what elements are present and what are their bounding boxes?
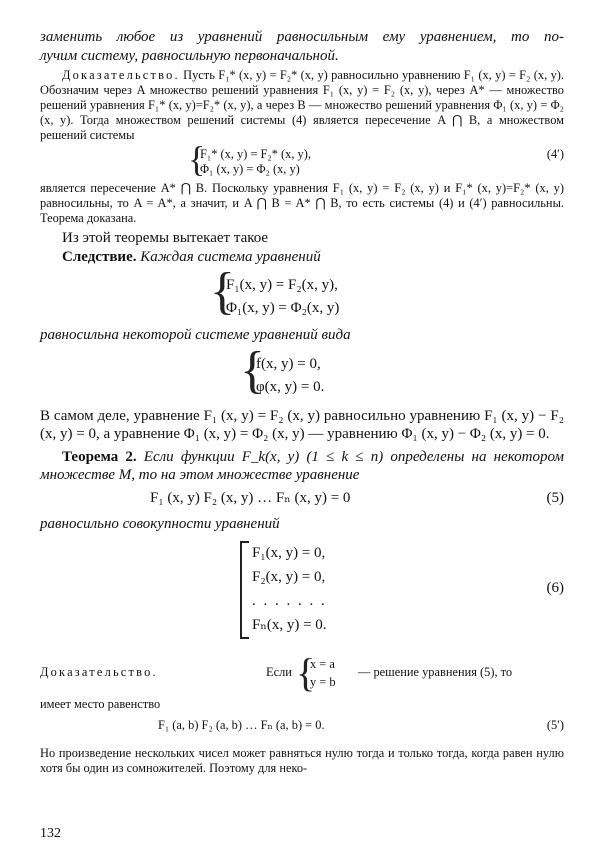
final-paragraph bbox=[40, 746, 564, 776]
system-line: Φ₁ (x, y) = Φ₂ (x, y) bbox=[200, 162, 300, 176]
theorem-text: Если функции F_k(x, y) (1 ≤ k ≤ n) определены на некотором множестве M, то на этом множестве уравнение bbox=[40, 448, 565, 483]
condition-lines bbox=[310, 655, 336, 691]
equiv2-line bbox=[40, 515, 564, 534]
equiv-line bbox=[40, 326, 564, 345]
proof-2-line bbox=[40, 650, 564, 695]
paragraph-text: Но произведение нескольких чисел может равняться нулю тогда и только тогда, когда равен нулю хотя бы один из сомножителей. Поэтому для неко- bbox=[40, 746, 564, 775]
system-lines bbox=[200, 147, 311, 177]
system-line: F₁(x, y) = F₂(x, y), bbox=[226, 277, 338, 293]
proof-text: является пересечение A* ⋂ B. Поскольку уравнения F₁ (x, y) = F₂ (x, y) и F₁* (x, y)=F₂* (x, y) равносильны, то A = A*, а значит, и A ⋂ B = A* ⋂ B, то есть системы (4) и (4′) равносильны. Теорема доказана. bbox=[40, 181, 564, 225]
left-brace: { bbox=[210, 263, 235, 320]
equation-5 bbox=[40, 489, 564, 511]
equation: F₁ (a, b) F₂ (a, b) … Fₙ (a, b) = 0. bbox=[158, 718, 325, 732]
system-lines bbox=[226, 274, 339, 320]
theorem-2 bbox=[40, 448, 564, 485]
left-brace: { bbox=[240, 341, 265, 399]
text-line: равносильна некоторой системе уравнений вида bbox=[40, 327, 351, 343]
proof-paragraph-2 bbox=[40, 181, 564, 226]
equation-number: (4′) bbox=[546, 147, 564, 161]
system-4-prime bbox=[188, 139, 564, 179]
corollary bbox=[40, 248, 564, 267]
set-6 bbox=[40, 539, 564, 643]
system-line: φ(x, y) = 0. bbox=[256, 378, 325, 395]
theorem-ending bbox=[40, 28, 564, 47]
equation-number: (5′) bbox=[546, 718, 564, 732]
theorem-ending-2 bbox=[40, 47, 564, 66]
equation-number: (5) bbox=[546, 489, 564, 506]
text-line: заменить любое из уравнений равносильным ему уравнением, то по- bbox=[40, 29, 564, 45]
system-line: F₁* (x, y) = F₂* (x, y), bbox=[200, 147, 311, 161]
system-a bbox=[210, 263, 564, 320]
corollary-label: Следствие. bbox=[62, 248, 137, 265]
left-brace: { bbox=[296, 650, 316, 695]
system-lines bbox=[256, 353, 324, 399]
equation-number: (6) bbox=[546, 580, 564, 596]
equation-5-prime bbox=[40, 718, 564, 738]
text-line: лучим систему, равносильную первоначальной. bbox=[40, 47, 339, 64]
text-line: Из этой теоремы вытекает такое bbox=[62, 230, 269, 246]
proof-paragraph bbox=[40, 68, 564, 143]
proof-label: Доказательство. bbox=[40, 665, 158, 679]
condition-tail: — решение уравнения (5), то bbox=[358, 665, 513, 679]
set-line: F₁(x, y) = 0, bbox=[252, 545, 326, 561]
corollary-text: Каждая система уравнений bbox=[140, 248, 321, 265]
set-line: F₂(x, y) = 0, bbox=[252, 569, 326, 585]
system-line: f(x, y) = 0, bbox=[256, 355, 321, 372]
if-word: Если bbox=[266, 665, 292, 679]
proof-label: Доказательство. bbox=[62, 68, 180, 82]
paragraph-text: В самом деле, уравнение F₁ (x, y) = F₂ (x, y) равносильно уравнению F₁ (x, y) − F₂ (x, y) = 0, а уравнение Φ₁ (x, y) = Φ₂ (x, y) — уравнению Φ₁ (x, y) − Φ₂ (x, y) = 0. bbox=[40, 407, 564, 442]
condition-line: x = a bbox=[310, 657, 335, 671]
page-content bbox=[40, 28, 564, 776]
paragraph-indeed bbox=[40, 407, 564, 444]
corollary-intro bbox=[40, 229, 564, 248]
system-line: Φ₁(x, y) = Φ₂(x, y) bbox=[226, 300, 340, 316]
set-dots: . . . . . . . bbox=[252, 593, 327, 609]
square-bracket bbox=[240, 541, 327, 639]
left-brace: { bbox=[188, 139, 206, 179]
page-number: 132 bbox=[40, 826, 61, 841]
system-b bbox=[240, 341, 564, 399]
condition-line: y = b bbox=[310, 675, 336, 689]
text-line: имеет место равенство bbox=[40, 697, 161, 711]
has-line bbox=[40, 697, 564, 712]
set-line: Fₙ(x, y) = 0. bbox=[252, 617, 327, 633]
proof-text: Пусть F₁* (x, y) = F₂* (x, y) равносильно уравнению F₁ (x, y) = F₂ (x, y). Обозначим через A множество решений уравнения F₁ (x, y) = F₂ (x, y), через A* — множество решений уравнения F₁* (x, y)=F₂* (x, y), а через B — множество решений уравнения Φ₁ (x, y) = Φ₂ (x, y). Тогда множеством решений системы (4) является пересечение A ⋂ B, а множеством решений системы bbox=[40, 68, 564, 142]
text-line: равносильно совокупности уравнений bbox=[40, 515, 280, 532]
equation: F₁ (x, y) F₂ (x, y) … Fₙ (x, y) = 0 bbox=[150, 489, 351, 506]
theorem-label: Теорема 2. bbox=[62, 448, 137, 465]
